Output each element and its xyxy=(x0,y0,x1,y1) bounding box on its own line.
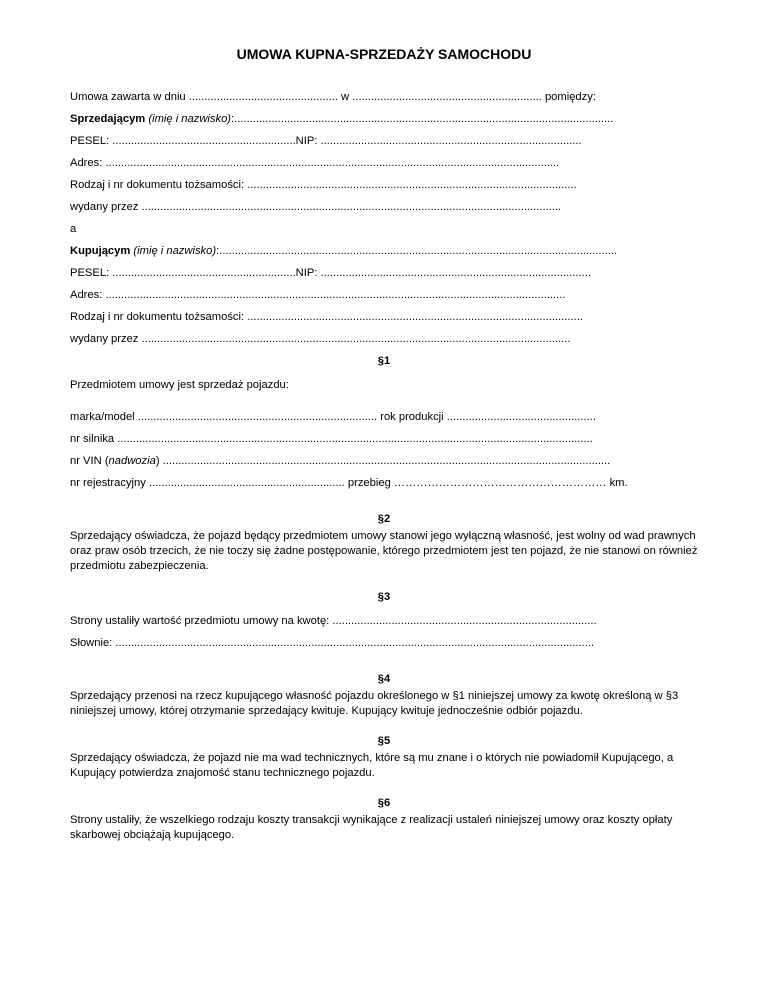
vehicle-make-line: marka/model ............................................................................. rok produkcji ................................................ xyxy=(70,411,596,423)
document-title: UMOWA KUPNA-SPRZEDAŻY SAMOCHODU xyxy=(236,46,532,62)
seller-label: Sprzedającym xyxy=(70,113,146,125)
buyer-label: Kupującym xyxy=(70,245,131,257)
vehicle-vin-line xyxy=(70,455,610,467)
buyer-name-dots: :................................................................................................................................ xyxy=(216,245,618,257)
price-in-words-line: Słownie: .......................................................................................................................................................... xyxy=(70,637,595,649)
section-5-text: Sprzedający oświadcza, że pojazd nie ma wad technicznych, które są mu znane i o których nie powiadomił Kupującego, a Kupujący potwierdza znajomość stanu technicznego pojazdu. xyxy=(70,752,674,779)
intro-line: Umowa zawarta w dniu ................................................ w ............................................................. pomiędzy: xyxy=(70,91,596,103)
seller-pesel-line: PESEL: ...........................................................NIP: .................................................................................... xyxy=(70,135,582,147)
seller-name-line xyxy=(70,113,613,125)
section-3-heading: §3 xyxy=(377,591,391,603)
section-6-text: Strony ustaliły, że wszelkiego rodzaju koszty transakcji wynikające z realizacji ustaleń niniejszej umowy oraz koszty opłaty skarbowej obciążają kupującego. xyxy=(70,814,673,841)
vehicle-registration-line: nr rejestracyjny ............................................................... przebieg ………………………………………………… km. xyxy=(70,477,628,489)
buyer-issued-line: wydany przez .......................................................................................................................................... xyxy=(70,333,571,345)
price-line: Strony ustaliły wartość przedmiotu umowy na kwotę: ..................................................................................... xyxy=(70,615,597,627)
vin-dots: ) ................................................................................................................................................ xyxy=(155,455,611,467)
vehicle-engine-line: nr silnika ......................................................................................................................................................... xyxy=(70,433,593,445)
section-1-intro: Przedmiotem umowy jest sprzedaż pojazdu: xyxy=(70,379,289,391)
vin-hint: nadwozia xyxy=(108,455,156,467)
buyer-name-hint: (imię i nazwisko) xyxy=(133,245,217,257)
buyer-document-line: Rodzaj i nr dokumentu tożsamości: ............................................................................................................ xyxy=(70,311,583,323)
seller-document-line: Rodzaj i nr dokumentu tożsamości: .......................................................................................................... xyxy=(70,179,577,191)
section-2-text: Sprzedający oświadcza, że pojazd będący przedmiotem umowy stanowi jego wyłączną własność, jest wolny od wad prawnych oraz praw osób trzecich, że nie toczy się żadne postępowanie, którego przedmiotem jest ten pojazd, że nie stanowi on również przedmiotu zabezpieczenia. xyxy=(70,530,698,572)
section-4-heading: §4 xyxy=(377,673,391,685)
buyer-name-line xyxy=(70,245,617,257)
seller-address-line: Adres: .................................................................................................................................................. xyxy=(70,157,560,169)
section-2-heading: §2 xyxy=(377,513,391,525)
vin-prefix: nr VIN ( xyxy=(70,455,109,467)
seller-name-hint: (imię i nazwisko) xyxy=(148,113,232,125)
buyer-address-line: Adres: .................................................................................................................................................... xyxy=(70,289,566,301)
buyer-pesel-line: PESEL: ...........................................................NIP: ....................................................................................... xyxy=(70,267,591,279)
seller-name-dots: :.......................................................................................................................... xyxy=(231,113,614,125)
seller-issued-line: wydany przez ....................................................................................................................................... xyxy=(70,201,562,213)
section-4-text: Sprzedający przenosi na rzecz kupującego własność pojazdu określonego w §1 niniejszej umowy za kwotę określoną w §3 niniejszej umowy, której otrzymanie sprzedający kwituje. Kupujący kwituje jednocześnie odbiór pojazdu. xyxy=(70,690,679,717)
section-1-heading: §1 xyxy=(377,355,391,367)
conjunction-a: a xyxy=(70,223,77,235)
section-6-heading: §6 xyxy=(377,797,391,809)
section-5-heading: §5 xyxy=(377,735,391,747)
